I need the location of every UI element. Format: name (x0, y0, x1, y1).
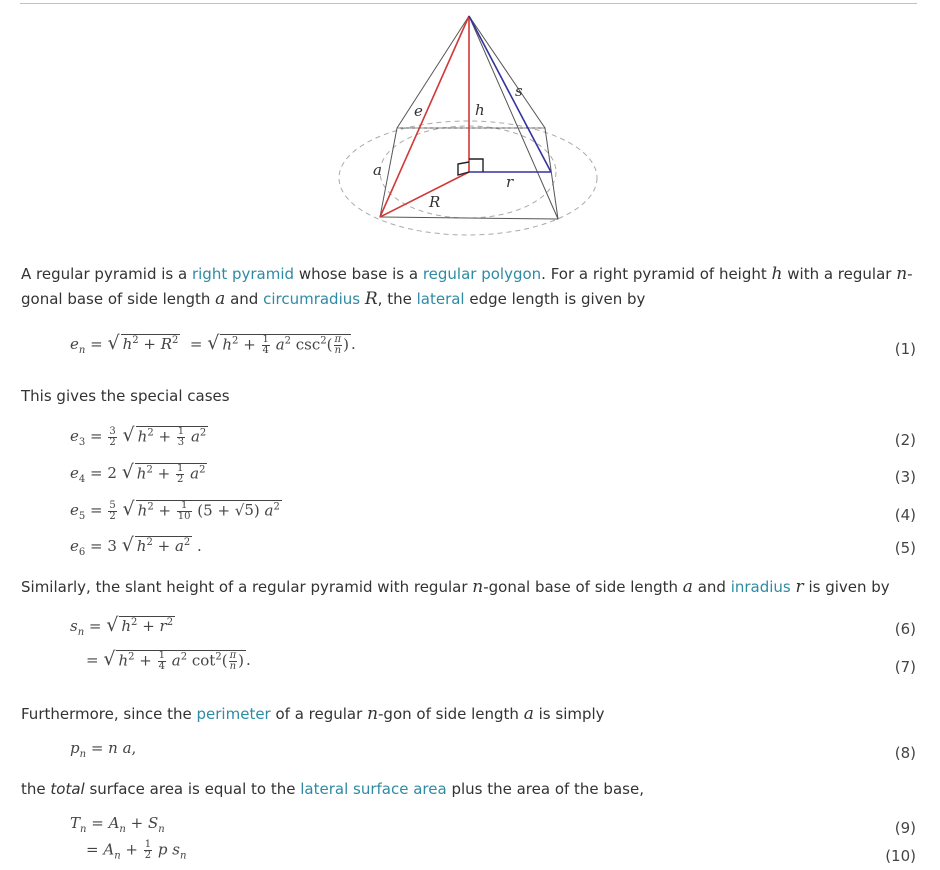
equation-number-6: (6) (894, 620, 916, 638)
var-h: h (771, 264, 783, 284)
text: edge length is given by (464, 290, 646, 308)
var-R: R (364, 289, 378, 309)
var-a: a (523, 704, 534, 724)
special-cases-paragraph: This gives the special cases (21, 387, 230, 405)
circumradius-R (380, 172, 469, 217)
equation-10: = $A_n$ + $\frac{1}{2}$ p $s_n$ (86, 839, 187, 862)
label-R: R (429, 193, 441, 211)
right-angle-marker (469, 159, 483, 172)
link-regular-polygon[interactable]: regular polygon (422, 265, 542, 283)
intro-paragraph (21, 262, 921, 312)
equation-2: $e_3$ = $\frac{3}{2}$ √ $h^2$ + $\frac{1}{3}$ $a^2$ (70, 424, 207, 448)
link-perimeter[interactable]: perimeter (196, 705, 271, 723)
equation-number-4: (4) (894, 506, 916, 524)
text: whose base is a (294, 265, 423, 283)
link-right-pyramid[interactable]: right pyramid (191, 265, 295, 283)
label-e: e (414, 102, 423, 120)
text: -gonal base of side length (21, 265, 913, 308)
text: is simply (533, 705, 605, 723)
var-a: a (682, 577, 693, 597)
slant-height-paragraph (21, 575, 921, 600)
equation-3: $e_4 = 2$ √ $h^2$ + $\frac{1}{2}$ $a^2$ (70, 461, 206, 485)
right-angle-marker-2 (458, 162, 469, 175)
link-inradius[interactable]: inradius (730, 578, 791, 596)
link-lateral[interactable]: lateral (416, 290, 465, 308)
label-r: r (506, 173, 514, 191)
top-divider (20, 3, 917, 4)
text: -gonal base of side length (483, 578, 683, 596)
equation-number-2: (2) (894, 431, 916, 449)
equation-7: = √ $h^2$ + $\frac{1}{4}$ $a^2$ $\cot^2$( $\frac{\pi}{n}$ ) . (86, 648, 251, 672)
emphasis-total: total (50, 780, 85, 798)
label-h: h (475, 101, 485, 119)
text: Furthermore, since the (21, 705, 197, 723)
text: of a regular (270, 705, 368, 723)
label-a: a (373, 161, 382, 179)
slant-s (469, 16, 551, 172)
equation-6: $s_n$ = √ $h^2 + r^2$ (70, 614, 174, 638)
equation-5: $e_6 = 3$ √ $h^2 + a^2$ . (70, 534, 202, 558)
perimeter-paragraph (21, 702, 921, 727)
equation-number-7: (7) (894, 658, 916, 676)
equation-1: $e_n$ = √ $h^2 + R^2$ = √ $h^2$ + $\frac{1}{4}$ $a^2$ $\csc^2$( $\frac{\pi}{n}$ ) . (70, 332, 356, 356)
text: , the (377, 290, 417, 308)
equation-9: $T_n = A_n + S_n$ (70, 814, 165, 835)
lateral-edge-back-left (397, 16, 469, 128)
link-circumradius[interactable]: circumradius (263, 290, 361, 308)
text: with a regular (782, 265, 897, 283)
text: A regular pyramid is a (21, 265, 192, 283)
text: and (692, 578, 731, 596)
text: surface area is equal to the (84, 780, 301, 798)
text: and (225, 290, 264, 308)
equation-number-3: (3) (894, 468, 916, 486)
text: plus the area of the base, (446, 780, 644, 798)
text: the (21, 780, 51, 798)
equation-8: $p_n = n$ a, (70, 739, 137, 760)
lateral-edge-e (380, 16, 469, 217)
text: . For a right pyramid of height (541, 265, 772, 283)
equation-number-8: (8) (894, 744, 916, 762)
var-n: n (472, 577, 484, 597)
equation-number-5: (5) (894, 539, 916, 557)
equation-number-1: (1) (894, 340, 916, 358)
equation-number-10: (10) (885, 847, 916, 865)
surface-area-paragraph (21, 777, 921, 802)
pyramid-figure (330, 8, 610, 240)
equation-number-9: (9) (894, 819, 916, 837)
var-n: n (896, 264, 908, 284)
text: is given by (803, 578, 890, 596)
var-n: n (367, 704, 379, 724)
label-s: s (515, 82, 523, 100)
text: -gon of side length (378, 705, 524, 723)
text: Similarly, the slant height of a regular pyramid with regular (21, 578, 473, 596)
link-lateral-surface-area[interactable]: lateral surface area (300, 780, 447, 798)
equation-4: $e_5$ = $\frac{5}{2}$ √ $h^2$ + $\frac{1}{10}$ (5 + √5) $a^2$ (70, 498, 280, 522)
var-a: a (215, 289, 226, 309)
var-r: r (795, 577, 804, 597)
